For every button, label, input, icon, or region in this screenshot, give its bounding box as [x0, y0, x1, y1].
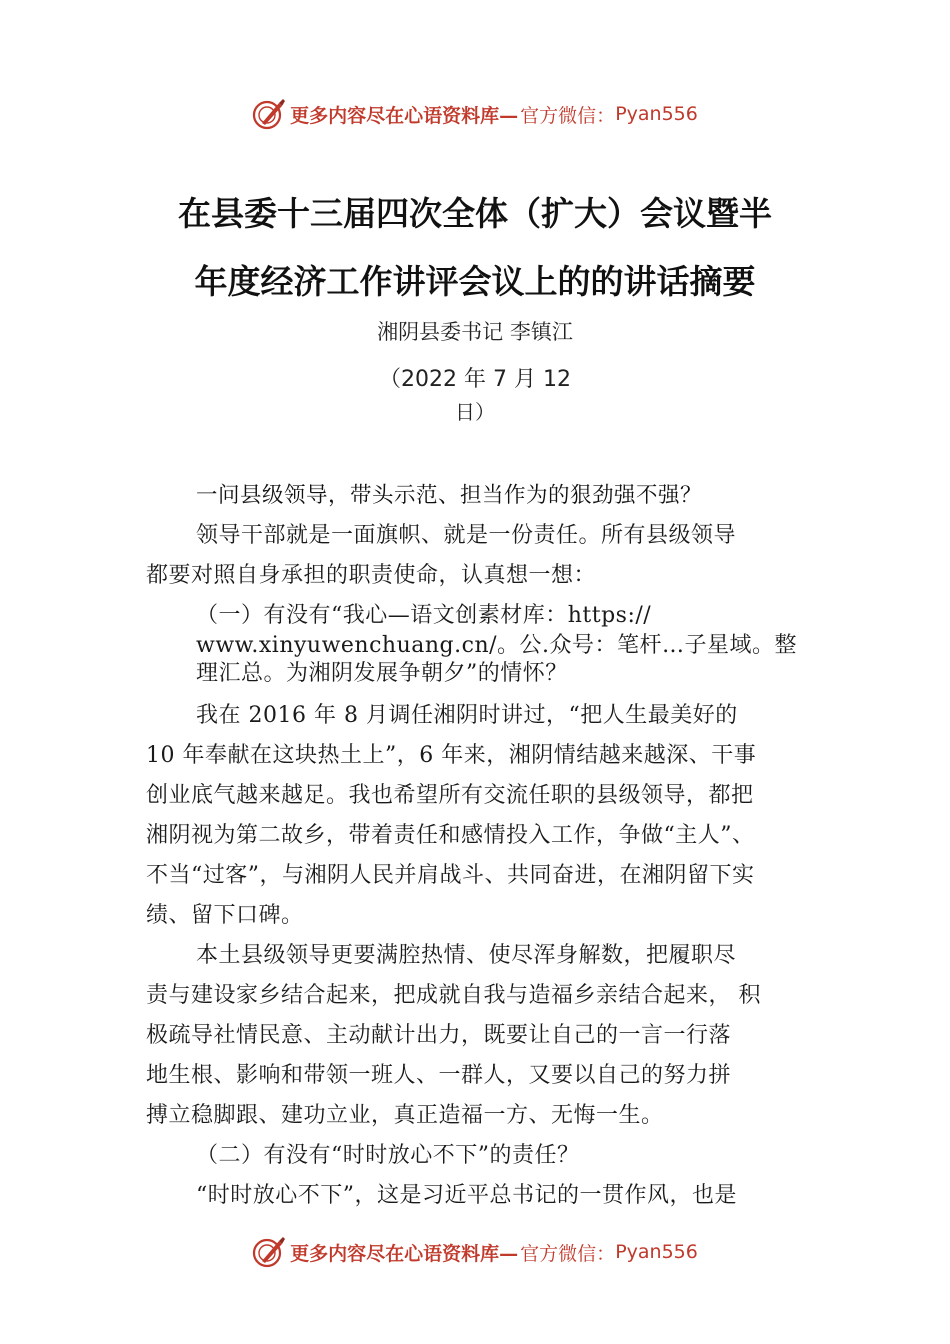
- question-line: （一）有没有“我心—语文创素材库：https://: [196, 603, 652, 628]
- question-line: 理汇总。为湘阴发展争朝夕”的情怀？: [196, 661, 568, 686]
- date-line-2: 日）: [455, 400, 495, 424]
- paragraph-line: 湘阴视为第二故乡，带着责任和感情投入工作，争做“主人”、: [146, 823, 755, 848]
- footer-banner: [0, 1232, 950, 1272]
- paragraph-line: 搏立稳脚跟、建功立业，真正造福一方、无悔一生。: [146, 1103, 664, 1128]
- paragraph-line: 不当“过客”，与湘阴人民并肩战斗、共同奋进，在湘阴留下实: [146, 863, 755, 888]
- paragraph-line: 我在 2016 年 8 月调任湘阴时讲过，“把人生最美好的: [196, 703, 738, 728]
- pen-logo-icon: [252, 1235, 286, 1269]
- paragraph-line: 创业底气越来越足。我也希望所有交流任职的县级领导，都把: [146, 783, 754, 808]
- banner-wechat-label: 官方微信：: [520, 1242, 616, 1265]
- section-heading: 一问县级领导，带头示范、担当作为的狠劲强不强？: [196, 483, 703, 508]
- paragraph-line: 地生根、影响和带领一班人、一群人，又要以自己的努力拼: [146, 1063, 732, 1088]
- author-byline: 湘阴县委书记 李镇江: [377, 320, 573, 344]
- paragraph-line: 领导干部就是一面旗帜、就是一份责任。所有县级领导: [196, 523, 737, 548]
- date-line-1: （2022 年 7 月 12: [379, 367, 571, 392]
- document-title-line-1: 在县委十三届四次全体（扩大）会议暨半: [178, 194, 772, 233]
- banner-wechat-id: Pyan556: [615, 1241, 698, 1263]
- banner-text: 更多内容尽在心语资料库—: [290, 104, 519, 127]
- banner-wechat-id: Pyan556: [615, 103, 698, 125]
- paragraph-line: 极疏导社情民意、主动献计出力，既要让自己的一言一行落: [146, 1023, 732, 1048]
- paragraph-line: 本土县级领导更要满腔热情、使尽浑身解数，把履职尽: [196, 943, 737, 968]
- paragraph-line: “时时放心不下”，这是习近平总书记的一贯作风，也是: [196, 1183, 737, 1208]
- question-line: www.xinyuwenchuang.cn/。公.众号：笔杆…子星域。整: [196, 633, 798, 658]
- paragraph-line: 绩、留下口碑。: [146, 903, 304, 928]
- question-line: （二）有没有“时时放心不下”的责任？: [196, 1143, 580, 1168]
- banner-text: 更多内容尽在心语资料库—: [290, 1242, 519, 1265]
- paragraph-line: 10 年奉献在这块热土上”，6 年来，湘阴情结越来越深、干事: [146, 743, 757, 768]
- header-banner: [0, 94, 950, 134]
- paragraph-line: 责与建设家乡结合起来，把成就自我与造福乡亲结合起来， 积: [146, 983, 761, 1008]
- pen-logo-icon: [252, 97, 286, 131]
- document-title-line-2: 年度经济工作讲评会议上的的讲话摘要: [194, 262, 756, 301]
- paragraph-line: 都要对照自身承担的职责使命，认真想一想：: [146, 563, 597, 588]
- banner-wechat-label: 官方微信：: [520, 104, 616, 127]
